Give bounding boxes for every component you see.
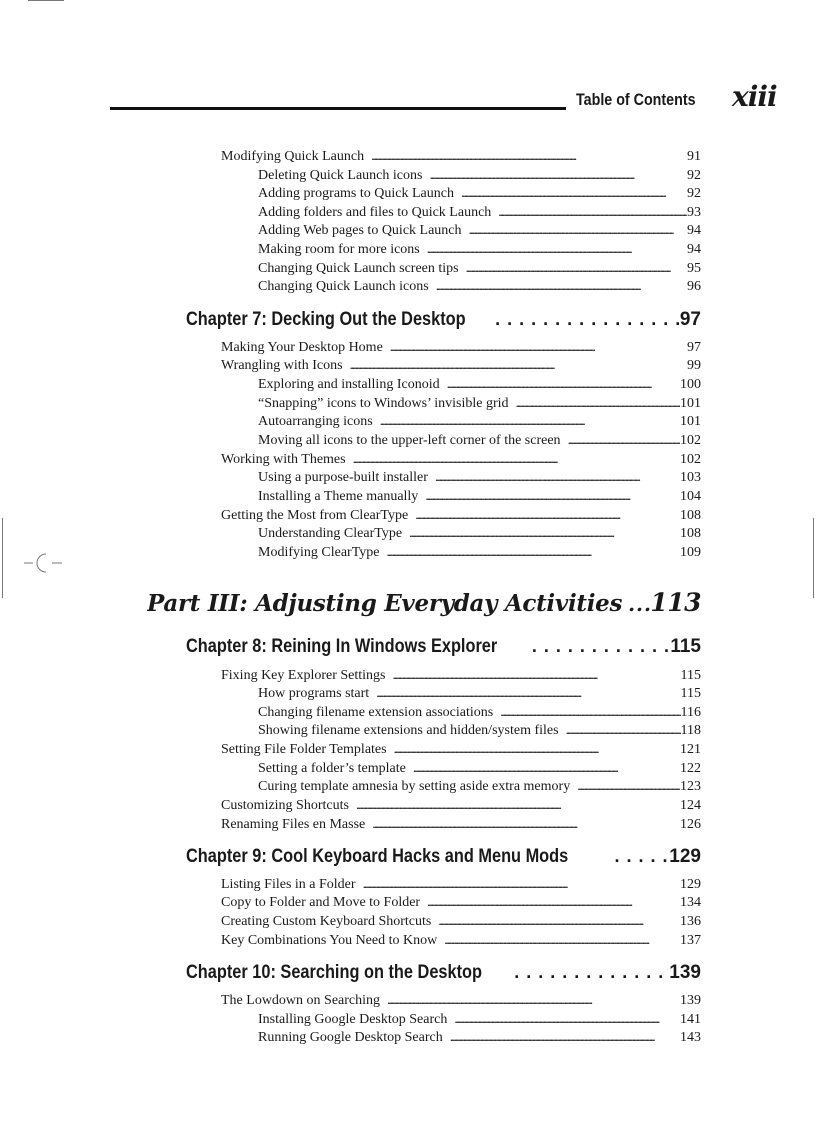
toc-entry-page: 134: [680, 895, 701, 910]
toc-entry-label: Changing filename extension associations: [258, 705, 494, 720]
toc-entry-page: 101: [680, 414, 701, 429]
toc-entry-page: 122: [680, 761, 701, 776]
toc-entry-label: “Snapping” icons to Windows’ invisible grid: [258, 396, 509, 411]
toc-entry-label: Modifying ClearType: [258, 545, 380, 560]
toc-entry-label: Changing Quick Launch screen tips: [258, 261, 459, 276]
toc-entry-label: Autoarranging icons: [258, 414, 373, 429]
toc-entry-sub2: [258, 685, 701, 704]
toc-entry-sub: [221, 339, 701, 358]
toc-entry-label: Part III: Adjusting Everyday Activities: [147, 590, 623, 617]
toc-entry-page: 129: [669, 846, 701, 867]
dot-leader: [406, 760, 680, 776]
toc-entry-label: Fixing Key Explorer Settings: [221, 668, 386, 683]
toc-entry-page: 108: [680, 508, 701, 523]
toc-entry-label: Deleting Quick Launch icons: [258, 168, 423, 183]
toc-entry-page: 94: [687, 242, 701, 257]
dot-leader: [422, 167, 687, 183]
toc-entry-label: Customizing Shortcuts: [221, 798, 349, 813]
toc-entry-sub: [221, 816, 701, 835]
toc-entry-label: Understanding ClearType: [258, 526, 403, 541]
toc-entry-chapter: [186, 846, 701, 874]
toc-entry-label: Copy to Folder and Move to Folder: [221, 895, 421, 910]
dot-leader: [420, 241, 687, 257]
dot-leader: [622, 592, 650, 616]
toc-entry-sub: [221, 932, 701, 951]
dot-leader: [459, 260, 687, 276]
toc-entry-sub2: [258, 525, 701, 544]
toc-entry-page: 123: [680, 779, 701, 794]
dot-leader: [387, 741, 680, 757]
toc-entry-sub2: [258, 204, 701, 223]
dot-leader: [380, 544, 681, 560]
toc-entry-label: Wrangling with Icons: [221, 358, 343, 373]
toc-entry-chapter: [186, 309, 701, 337]
toc-entry-page: 97: [679, 309, 701, 330]
toc-entry-label: Key Combinations You Need to Know: [221, 933, 438, 948]
dot-leader: [369, 685, 680, 701]
toc-entry-page: 96: [687, 279, 701, 294]
dot-leader: [402, 525, 680, 541]
toc-entry-label: Moving all icons to the upper-left corner of the screen: [258, 433, 561, 448]
toc-entry-page: 100: [680, 377, 701, 392]
toc-entry-page: 113: [650, 588, 701, 617]
toc-entry-sub: [221, 913, 701, 932]
toc-entry-page: 116: [680, 705, 701, 720]
toc-entry-page: 103: [680, 470, 701, 485]
toc-entry-sub2: [258, 760, 701, 779]
dot-leader: [418, 488, 680, 504]
dot-leader: [364, 148, 687, 164]
toc-entry-sub: [221, 894, 701, 913]
toc-entry-label: Exploring and installing Iconoid: [258, 377, 440, 392]
toc-entry-label: Adding Web pages to Quick Launch: [258, 223, 462, 238]
toc-entry-sub2: [258, 722, 701, 741]
dot-leader: [561, 432, 680, 448]
toc-entry-label: Chapter 7: Decking Out the Desktop: [186, 309, 466, 330]
dot-leader: [493, 704, 680, 720]
toc-entry-page: 124: [680, 798, 701, 813]
toc-entry-page: 93: [687, 205, 701, 220]
toc-entry-label: Adding folders and files to Quick Launch: [258, 205, 492, 220]
toc-entry-sub2: [258, 704, 701, 723]
toc-entry-label: Curing template amnesia by setting aside extra memory: [258, 779, 571, 794]
toc-entry-label: Making Your Desktop Home: [221, 340, 383, 355]
toc-entry-sub2: [258, 488, 701, 507]
toc-entry-page: 121: [680, 742, 701, 757]
toc-entry-page: 118: [680, 723, 701, 738]
toc-entry-page: 95: [687, 261, 701, 276]
toc-entry-label: Setting File Folder Templates: [221, 742, 387, 757]
toc-entry-page: 115: [680, 668, 701, 683]
dot-leader: [454, 185, 687, 201]
toc-entry-sub2: [258, 469, 701, 488]
toc-entry-page: 115: [670, 636, 701, 657]
dot-leader: [462, 222, 687, 238]
toc-entry-page: 126: [680, 817, 701, 832]
toc-entry-sub2: [258, 222, 701, 241]
toc-entry-label: Chapter 10: Searching on the Desktop: [186, 962, 483, 983]
toc-entry-label: Modifying Quick Launch: [221, 149, 365, 164]
toc-entry-page: 91: [687, 149, 701, 164]
toc-entry-sub2: [258, 778, 701, 797]
toc-entry-part: [147, 588, 701, 624]
toc-entry-sub: [221, 992, 701, 1011]
toc-entry-sub2: [258, 185, 701, 204]
toc-entry-label: Creating Custom Keyboard Shortcuts: [221, 914, 432, 929]
toc-entry-page: 139: [680, 993, 701, 1008]
toc-entry-label: Renaming Files en Masse: [221, 817, 366, 832]
toc-entry-label: How programs start: [258, 686, 370, 701]
toc-entry-page: 101: [680, 396, 701, 411]
toc-entry-sub: [221, 797, 701, 816]
toc-entry-label: Changing Quick Launch icons: [258, 279, 429, 294]
dot-leader: [386, 667, 681, 683]
toc-entry-page: 104: [680, 489, 701, 504]
toc-entry-label: Chapter 9: Cool Keyboard Hacks and Menu Mods: [186, 846, 569, 867]
dot-leader: [509, 395, 680, 411]
dot-leader: [600, 846, 669, 867]
header-page-number: xiii: [732, 80, 777, 113]
toc-entry-sub: [221, 148, 701, 167]
toc-entry-sub2: [258, 432, 701, 451]
toc-entry-sub2: [258, 167, 701, 186]
dot-leader: [349, 797, 680, 813]
toc-entry-sub: [221, 451, 701, 470]
dot-leader: [408, 507, 680, 523]
toc-entry-label: Running Google Desktop Search: [258, 1030, 443, 1045]
toc-entry-page: 143: [680, 1030, 701, 1045]
toc-entry-sub2: [258, 260, 701, 279]
toc-entry-label: Installing a Theme manually: [258, 489, 419, 504]
dot-leader: [383, 339, 687, 355]
toc-entry-label: Listing Files in a Folder: [221, 877, 356, 892]
toc-entry-sub2: [258, 544, 701, 563]
dot-leader: [570, 778, 680, 794]
dot-leader: [518, 636, 670, 657]
toc-entry-label: Using a purpose-built installer: [258, 470, 428, 485]
toc-entry-sub2: [258, 278, 701, 297]
dot-leader: [346, 451, 680, 467]
dot-leader: [447, 1011, 680, 1027]
toc-entry-page: 137: [680, 933, 701, 948]
toc-entry-chapter: [186, 962, 701, 990]
toc-entry-sub: [221, 357, 701, 376]
toc-entry-page: 115: [680, 686, 701, 701]
dot-leader: [437, 932, 680, 948]
toc-entry-page: 102: [680, 452, 701, 467]
dot-leader: [429, 278, 687, 294]
dot-leader: [443, 1029, 680, 1045]
toc-entry-sub2: [258, 1029, 701, 1048]
toc-entry-label: Making room for more icons: [258, 242, 420, 257]
dot-leader: [380, 992, 680, 1008]
dot-leader: [428, 469, 680, 485]
toc-entry-label: Setting a folder’s template: [258, 761, 406, 776]
dot-leader: [481, 309, 680, 330]
toc-entry-chapter: [186, 636, 701, 664]
header-title: Table of Contents: [576, 90, 696, 109]
toc-entry-page: 97: [687, 340, 701, 355]
toc-entry-sub2: [258, 413, 701, 432]
toc-entry-page: 108: [680, 526, 701, 541]
dot-leader: [356, 876, 680, 892]
toc-entry-sub2: [258, 1011, 701, 1030]
dot-leader: [420, 894, 680, 910]
toc-entry-sub2: [258, 395, 701, 414]
toc-entry-page: 94: [687, 223, 701, 238]
dot-leader: [491, 204, 687, 220]
toc-entry-sub2: [258, 241, 701, 260]
toc-entry-sub: [221, 667, 701, 686]
toc-entry-sub: [221, 741, 701, 760]
dot-leader: [365, 816, 680, 832]
toc-entry-label: Adding programs to Quick Launch: [258, 186, 454, 201]
toc-entry-label: The Lowdown on Searching: [221, 993, 381, 1008]
toc-entry-page: 99: [687, 358, 701, 373]
toc-entry-page: 102: [680, 433, 701, 448]
toc-entry-page: 92: [687, 168, 701, 183]
toc-entry-page: 92: [687, 186, 701, 201]
toc-entry-page: 109: [680, 545, 701, 560]
toc-entry-sub: [221, 876, 701, 895]
toc-entry-label: Getting the Most from ClearType: [221, 508, 409, 523]
dot-leader: [343, 357, 687, 373]
toc-entry-label: Working with Themes: [221, 452, 346, 467]
dot-leader: [440, 376, 680, 392]
toc-entry-sub: [221, 507, 701, 526]
toc-entry-page: 136: [680, 914, 701, 929]
dot-leader: [373, 413, 680, 429]
toc-entry-page: 129: [680, 877, 701, 892]
toc-entry-label: Chapter 8: Reining In Windows Explorer: [186, 636, 498, 657]
dot-leader: [559, 722, 681, 738]
dot-leader: [431, 913, 680, 929]
toc-entry-label: Showing filename extensions and hidden/system files: [258, 723, 559, 738]
toc-entry-page: 141: [680, 1012, 701, 1027]
dot-leader: [500, 962, 669, 983]
toc-entry-label: Installing Google Desktop Search: [258, 1012, 448, 1027]
toc-entry-page: 139: [669, 962, 701, 983]
toc-entry-sub2: [258, 376, 701, 395]
